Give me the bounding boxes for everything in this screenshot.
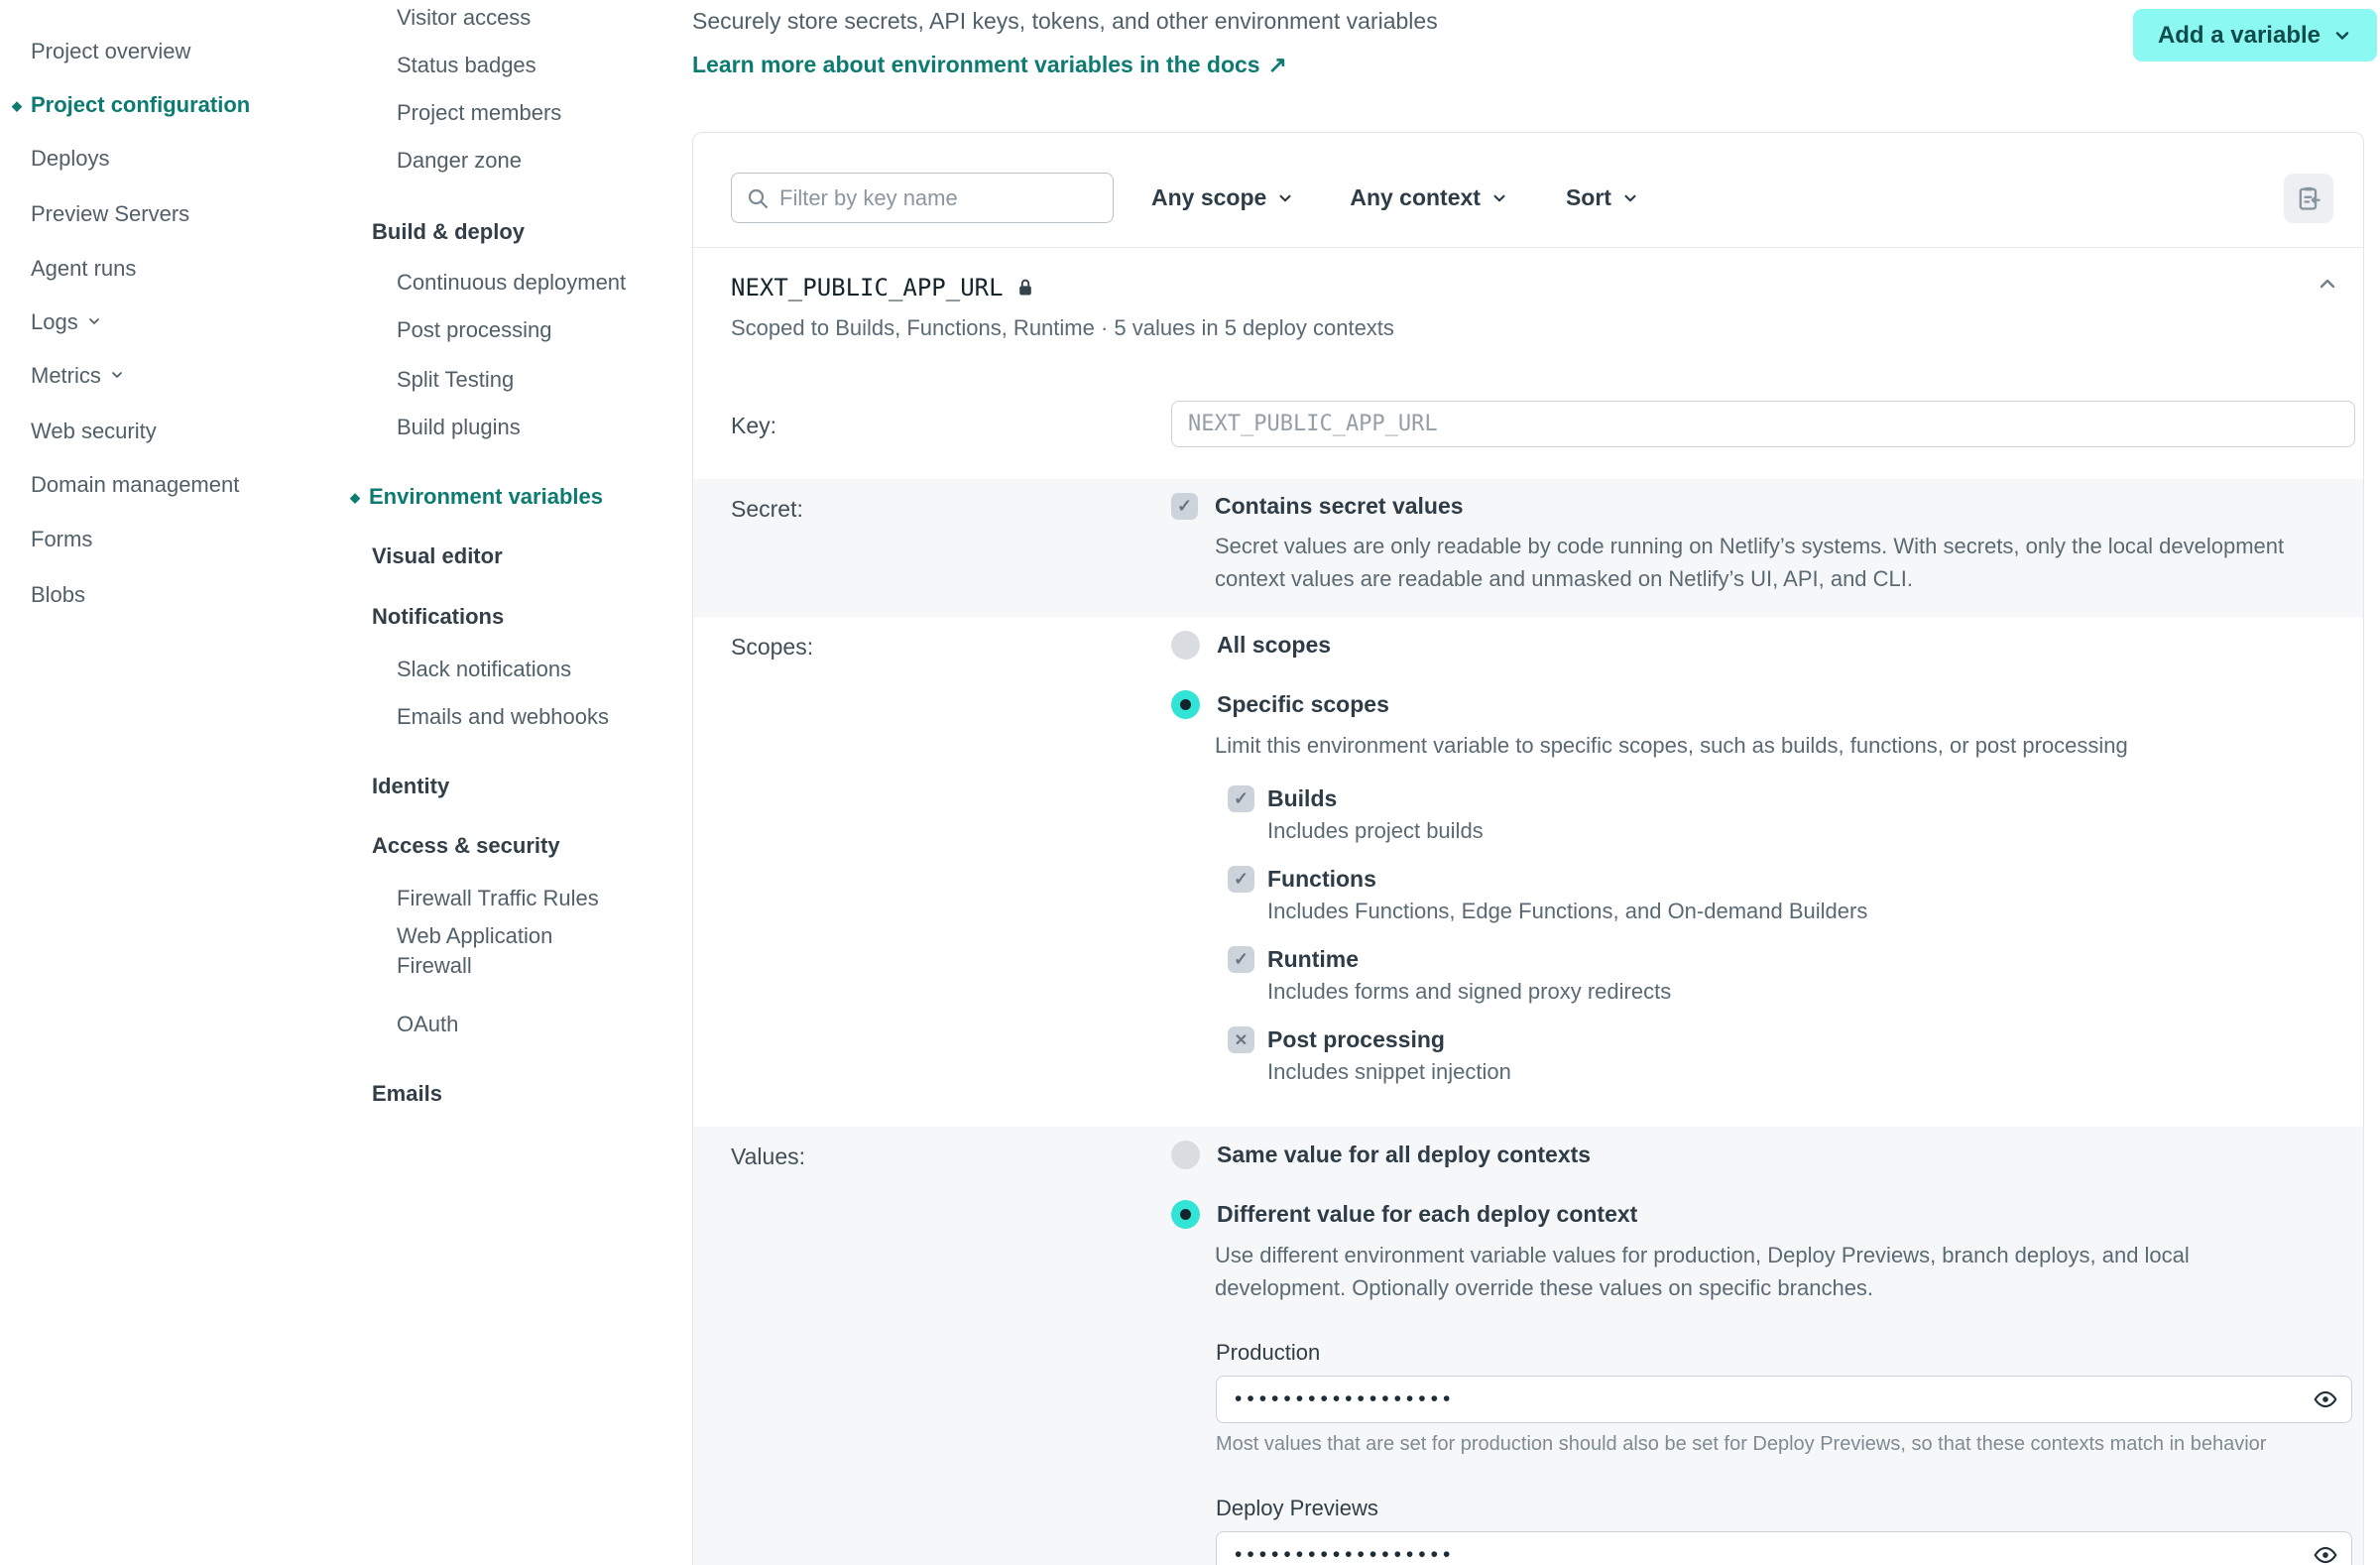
search-input[interactable] bbox=[779, 185, 1099, 211]
variable-header bbox=[693, 248, 2363, 371]
scope-option-post-processing bbox=[1228, 1026, 2333, 1085]
runtime-label[interactable]: Runtime bbox=[1267, 946, 1359, 972]
scope-filter-dropdown[interactable] bbox=[1151, 184, 1294, 211]
runtime-description: Includes forms and signed proxy redirects bbox=[1267, 979, 1672, 1004]
sort-label: Sort bbox=[1565, 184, 1611, 210]
values-row bbox=[693, 1127, 2363, 1565]
sidebar-item-web-application-firewall[interactable]: Web Application Firewall bbox=[397, 923, 553, 978]
env-vars-card bbox=[692, 132, 2364, 1565]
sidebar-item-label: Environment variables bbox=[369, 484, 603, 509]
sidebar-item-label: Logs bbox=[31, 309, 78, 334]
eye-icon bbox=[2313, 1542, 2338, 1565]
search-icon bbox=[746, 186, 770, 210]
scopes-label: Scopes: bbox=[731, 634, 814, 660]
deploy-previews-value-block bbox=[1216, 1496, 2352, 1565]
same-value-radio[interactable] bbox=[1171, 1141, 1200, 1169]
specific-scopes-radio[interactable] bbox=[1171, 690, 1200, 719]
active-diamond-icon: ◆ bbox=[350, 489, 360, 505]
sidebar-section-build-deploy[interactable]: Build & deploy bbox=[372, 219, 525, 244]
chevron-down-icon bbox=[1276, 189, 1294, 207]
different-value-label[interactable]: Different value for each deploy context bbox=[1217, 1201, 1638, 1227]
secret-checkbox-label[interactable]: Contains secret values bbox=[1215, 493, 1464, 519]
lock-icon bbox=[1015, 278, 1035, 298]
key-row bbox=[693, 371, 2363, 479]
scope-filter-label: Any scope bbox=[1151, 184, 1267, 210]
scope-option-runtime bbox=[1228, 946, 2333, 1005]
sidebar-item-label: Project configuration bbox=[31, 92, 251, 117]
sidebar-item-post-processing[interactable]: Post processing bbox=[397, 317, 552, 342]
sidebar-item-firewall-traffic-rules[interactable]: Firewall Traffic Rules bbox=[397, 886, 599, 910]
production-value-input[interactable] bbox=[1216, 1376, 2352, 1423]
sidebar-item-project-overview[interactable]: Project overview bbox=[31, 39, 191, 63]
builds-checkbox[interactable]: ✓ bbox=[1228, 785, 1254, 812]
chevron-down-icon bbox=[86, 308, 102, 336]
docs-link[interactable] bbox=[692, 52, 1287, 78]
deploy-previews-label: Deploy Previews bbox=[1216, 1496, 1378, 1520]
import-variables-button[interactable] bbox=[2284, 174, 2333, 223]
specific-scopes-label[interactable]: Specific scopes bbox=[1217, 691, 1389, 717]
sidebar-item-status-badges[interactable]: Status badges bbox=[397, 53, 536, 77]
scope-option-builds bbox=[1228, 785, 2333, 844]
sidebar-item-slack-notifications[interactable]: Slack notifications bbox=[397, 657, 572, 681]
main-content bbox=[692, 0, 2380, 1565]
filter-bar bbox=[693, 133, 2363, 247]
sidebar-item-visitor-access[interactable]: Visitor access bbox=[397, 5, 532, 30]
same-value-label[interactable]: Same value for all deploy contexts bbox=[1217, 1142, 1592, 1167]
key-input[interactable] bbox=[1171, 401, 2355, 447]
sidebar-item-blobs[interactable]: Blobs bbox=[31, 582, 86, 607]
search-box bbox=[731, 173, 1114, 223]
functions-checkbox[interactable]: ✓ bbox=[1228, 866, 1254, 893]
values-label: Values: bbox=[731, 1144, 806, 1169]
sidebar-item-project-configuration[interactable] bbox=[12, 91, 250, 119]
sidebar-section-emails[interactable]: Emails bbox=[372, 1081, 442, 1106]
functions-description: Includes Functions, Edge Functions, and On-demand Builders bbox=[1267, 899, 1868, 923]
sidebar-item-deploys[interactable]: Deploys bbox=[31, 146, 110, 171]
scope-options bbox=[1228, 785, 2333, 1085]
production-reveal-button[interactable] bbox=[2313, 1386, 2338, 1415]
sidebar-item-metrics[interactable] bbox=[31, 362, 125, 390]
sidebar-item-environment-variables[interactable] bbox=[350, 483, 603, 511]
runtime-checkbox[interactable]: ✓ bbox=[1228, 946, 1254, 973]
sidebar-item-split-testing[interactable]: Split Testing bbox=[397, 367, 515, 392]
builds-description: Includes project builds bbox=[1267, 818, 1484, 843]
post-processing-checkbox[interactable]: ✕ bbox=[1228, 1026, 1254, 1053]
sidebar-section-notifications[interactable]: Notifications bbox=[372, 604, 505, 629]
sidebar-item-logs[interactable] bbox=[31, 308, 102, 336]
sort-dropdown[interactable] bbox=[1566, 184, 1639, 211]
functions-label[interactable]: Functions bbox=[1267, 866, 1376, 892]
sidebar-item-web-security[interactable]: Web security bbox=[31, 419, 157, 443]
sidebar-item-danger-zone[interactable]: Danger zone bbox=[397, 148, 522, 173]
builds-label[interactable]: Builds bbox=[1267, 785, 1338, 811]
sidebar-section-visual-editor[interactable]: Visual editor bbox=[372, 543, 503, 568]
sidebar-item-build-plugins[interactable]: Build plugins bbox=[397, 415, 521, 439]
collapse-variable-button[interactable] bbox=[2316, 272, 2339, 299]
secret-description: Secret values are only readable by code running on Netlify’s systems. With secrets, only the local development context values are readable and unmasked on Netlify’s UI, API, and CLI. bbox=[1215, 534, 2285, 591]
import-icon bbox=[2295, 184, 2322, 212]
all-scopes-radio[interactable] bbox=[1171, 631, 1200, 660]
eye-icon bbox=[2313, 1386, 2338, 1412]
add-variable-label: Add a variable bbox=[2157, 21, 2320, 49]
scopes-row bbox=[693, 617, 2363, 1127]
sidebar-item-forms[interactable]: Forms bbox=[31, 527, 93, 551]
context-filter-dropdown[interactable] bbox=[1350, 184, 1508, 211]
active-diamond-icon: ◆ bbox=[12, 97, 22, 113]
secret-checkbox[interactable]: ✓ bbox=[1171, 493, 1198, 520]
production-helper-text: Most values that are set for production should also be set for Deploy Previews, so that these contexts match in behavior bbox=[1216, 1433, 2267, 1455]
chevron-up-icon bbox=[2316, 272, 2339, 296]
sidebar-section-access-security[interactable]: Access & security bbox=[372, 833, 560, 858]
sidebar-item-continuous-deployment[interactable]: Continuous deployment bbox=[397, 270, 627, 295]
chevron-down-icon bbox=[109, 362, 125, 390]
deploy-previews-value-input[interactable] bbox=[1216, 1531, 2352, 1565]
production-label: Production bbox=[1216, 1340, 1321, 1365]
chevron-down-icon bbox=[1490, 189, 1508, 207]
add-variable-button[interactable] bbox=[2133, 9, 2377, 61]
post-processing-label[interactable]: Post processing bbox=[1267, 1026, 1445, 1052]
secret-label: Secret: bbox=[731, 496, 803, 522]
external-link-arrow-icon: ↗ bbox=[1267, 52, 1287, 77]
post-processing-description: Includes snippet injection bbox=[1267, 1059, 1511, 1084]
scope-option-functions bbox=[1228, 866, 2333, 924]
sidebar-item-domain-management[interactable]: Domain management bbox=[31, 472, 240, 497]
variable-summary: Scoped to Builds, Functions, Runtime · 5 values in 5 deploy contexts bbox=[731, 315, 1394, 340]
secret-row bbox=[693, 479, 2363, 617]
sidebar-item-preview-servers[interactable]: Preview Servers bbox=[31, 201, 190, 226]
sidebar-section-identity[interactable]: Identity bbox=[372, 774, 450, 798]
specific-scopes-description: Limit this environment variable to specific scopes, such as builds, functions, or post processing bbox=[1215, 733, 2128, 758]
sidebar-item-agent-runs[interactable]: Agent runs bbox=[31, 256, 137, 281]
sidebar-item-label: Metrics bbox=[31, 363, 101, 388]
production-value-block bbox=[1216, 1340, 2352, 1456]
different-value-description: Use different environment variable values for production, Deploy Previews, branch deploys, and local development. Optionally override these values on specific branches. bbox=[1215, 1243, 2190, 1300]
chevron-down-icon bbox=[1621, 189, 1639, 207]
variable-name: NEXT_PUBLIC_APP_URL bbox=[731, 274, 1004, 301]
sidebar-item-project-members[interactable]: Project members bbox=[397, 100, 562, 125]
page-description: Securely store secrets, API keys, tokens, and other environment variables bbox=[692, 8, 1438, 34]
sidebar-item-emails-and-webhooks[interactable]: Emails and webhooks bbox=[397, 704, 610, 729]
different-value-radio[interactable] bbox=[1171, 1200, 1200, 1229]
chevron-down-icon bbox=[2332, 26, 2352, 46]
docs-link-label: Learn more about environment variables in the docs bbox=[692, 52, 1260, 77]
sidebar-item-oauth[interactable]: OAuth bbox=[397, 1012, 459, 1036]
all-scopes-label[interactable]: All scopes bbox=[1217, 632, 1332, 658]
key-label: Key: bbox=[731, 413, 777, 438]
deploy-previews-reveal-button[interactable] bbox=[2313, 1542, 2338, 1565]
context-filter-label: Any context bbox=[1350, 184, 1481, 210]
